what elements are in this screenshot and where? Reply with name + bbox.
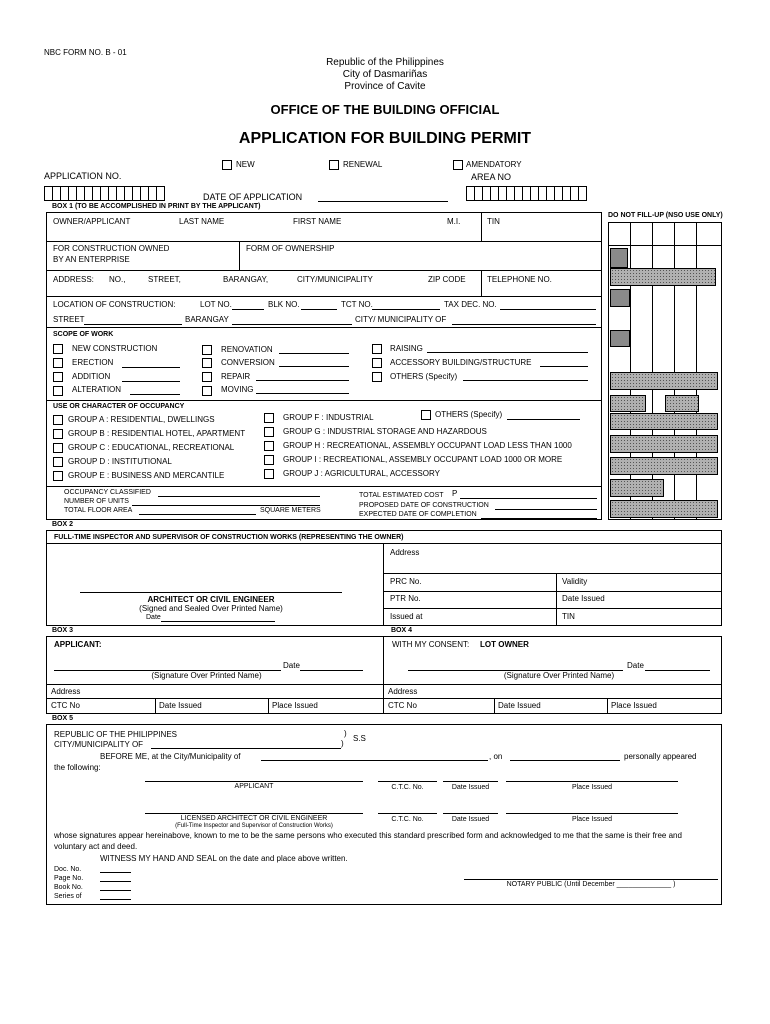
occupancy-others-label: OTHERS (Specify) — [435, 410, 503, 419]
group-f-label: GROUP F : INDUSTRIAL — [283, 413, 374, 422]
place-issued-caption-2: Place Issued — [571, 816, 613, 823]
ctc-no-caption-2: C.T.C. No. — [391, 816, 424, 823]
addition-label: ADDITION — [72, 372, 111, 381]
whose-signatures-line-1: whose signatures appear hereinabove, known to me to be the same persons who executed this standard prescribed form and acknowledged to me that the same is their free and — [54, 831, 682, 840]
city-line: City of Dasmariñas — [342, 69, 428, 80]
amendatory-checkbox[interactable] — [453, 160, 463, 170]
date-issued-line-1[interactable] — [443, 781, 498, 782]
group-h-checkbox[interactable] — [264, 441, 274, 451]
conversion-field[interactable] — [279, 366, 349, 367]
box5-paren: ) — [344, 729, 347, 738]
proposed-date-label: PROPOSED DATE OF CONSTRUCTION — [359, 502, 489, 509]
date-issued-caption-2: Date Issued — [451, 816, 490, 823]
issued-at-label: Issued at — [390, 612, 423, 621]
occupancy-others-checkbox[interactable] — [421, 410, 431, 420]
moving-label: MOVING — [221, 385, 254, 394]
on-date-field[interactable] — [510, 760, 620, 761]
box1-title: BOX 1 (TO BE ACCOMPLISHED IN PRINT BY THE APPLICANT) — [52, 203, 261, 210]
box4-date-label: Date — [627, 661, 644, 670]
box5-city-label: CITY/MUNICIPALITY OF — [54, 740, 144, 749]
alteration-checkbox[interactable] — [53, 386, 63, 396]
ctc-no-line-2[interactable] — [378, 813, 437, 814]
group-j-checkbox[interactable] — [264, 469, 274, 479]
total-floor-area-label: TOTAL FLOOR AREA — [64, 507, 133, 514]
box3-ctc-label: CTC No — [51, 701, 80, 710]
box4-signature-caption: (Signature Over Printed Name) — [503, 671, 615, 680]
nso-patterned-cell — [610, 435, 718, 453]
box4-label: BOX 4 — [391, 627, 413, 634]
applicant-notary-line[interactable] — [145, 781, 363, 782]
nso-patterned-cell — [610, 372, 718, 390]
architect-signature-line[interactable] — [80, 592, 342, 593]
doc-no-label: Doc. No. — [54, 866, 82, 873]
nso-patterned-cell — [665, 395, 699, 412]
mi-label: M.I. — [447, 217, 461, 226]
conversion-label: CONVERSION — [221, 358, 275, 367]
book-no-field[interactable] — [100, 890, 131, 891]
book-no-label: Book No. — [54, 884, 83, 891]
ctc-no-line-1[interactable] — [378, 781, 437, 782]
nso-shaded-cell — [610, 248, 628, 268]
raising-field[interactable] — [427, 352, 588, 353]
nso-shaded-cell — [610, 330, 630, 347]
accessory-field[interactable] — [540, 366, 588, 367]
box2-label: BOX 2 — [52, 521, 74, 528]
scope-others-checkbox[interactable] — [372, 372, 382, 382]
erection-label: ERECTION — [72, 358, 114, 367]
box3-label: BOX 3 — [52, 627, 74, 634]
nso-patterned-cell — [610, 395, 646, 412]
new-label: NEW — [236, 160, 255, 169]
date-issued-caption-1: Date Issued — [451, 784, 490, 791]
signed-sealed-label: (Signed and Sealed Over Printed Name) — [139, 604, 283, 613]
full-time-caption: (Full-Time Inspector and Supervisor of Construction Works) — [175, 823, 333, 829]
republic-of-philippines: REPUBLIC OF THE PHILIPPINES — [54, 730, 177, 739]
expected-date-label: EXPECTED DATE OF COMPLETION — [359, 511, 477, 518]
box3-date-field[interactable] — [300, 670, 363, 671]
notary-applicant-caption: APPLICANT — [234, 783, 274, 790]
total-estimated-cost-field[interactable] — [460, 498, 597, 499]
repair-label: REPAIR — [221, 372, 251, 381]
before-me-field[interactable] — [261, 760, 488, 761]
tax-dec-label: TAX DEC. NO. — [444, 300, 497, 309]
application-no-label: APPLICATION NO. — [44, 171, 122, 181]
box2-date-label: Date — [146, 614, 161, 621]
box2-title: FULL-TIME INSPECTOR AND SUPERVISOR OF CONSTRUCTION WORKS (REPRESENTING THE OWNER) — [54, 534, 404, 541]
renovation-checkbox[interactable] — [202, 345, 212, 355]
application-no-cells[interactable] — [44, 186, 164, 201]
box2-tin-label: TIN — [562, 612, 575, 621]
first-name-label: FIRST NAME — [293, 217, 342, 226]
accessory-checkbox[interactable] — [372, 358, 382, 368]
for-construction-label-1: FOR CONSTRUCTION OWNED — [53, 244, 170, 253]
peso-sign: P — [452, 489, 458, 498]
addition-field[interactable] — [122, 381, 180, 382]
witness-label: WITNESS MY HAND AND SEAL on the date and place above written. — [100, 854, 348, 863]
personally-appeared-label: personally appeared — [624, 752, 697, 761]
tax-dec-field[interactable] — [500, 309, 596, 310]
before-me-label: BEFORE ME, at the City/Municipality of — [100, 752, 241, 761]
ctc-no-caption-1: C.T.C. No. — [391, 784, 424, 791]
form-number: NBC FORM NO. B - 01 — [44, 48, 127, 57]
group-g-label: GROUP G : INDUSTRIAL STORAGE AND HAZARDOUS — [283, 427, 487, 436]
proposed-date-field[interactable] — [495, 509, 597, 510]
date-of-application-label: DATE OF APPLICATION — [203, 192, 303, 202]
lot-no-label: LOT NO. — [200, 300, 232, 309]
province-line: Province of Cavite — [344, 81, 426, 92]
box4-ctc-label: CTC No — [388, 701, 417, 710]
box3-signature-caption: (Signature Over Printed Name) — [151, 671, 262, 680]
group-b-checkbox[interactable] — [53, 429, 63, 439]
box2-date-field[interactable] — [161, 621, 275, 622]
consent-label: WITH MY CONSENT: — [392, 640, 470, 649]
address-no-label: NO., — [109, 275, 126, 284]
series-of-field[interactable] — [100, 899, 131, 900]
box3-date-issued-label: Date Issued — [159, 701, 202, 710]
group-e-label: GROUP E : BUSINESS AND MERCANTILE — [68, 471, 225, 480]
group-f-checkbox[interactable] — [264, 413, 274, 423]
box3-place-issued-label: Place Issued — [272, 701, 318, 710]
area-no-cells[interactable] — [466, 186, 586, 201]
barangay2-label: BARANGAY — [185, 315, 229, 324]
republic-line: Republic of the Philippines — [326, 57, 444, 68]
city-mun-of-field[interactable] — [452, 324, 596, 325]
barangay2-field[interactable] — [232, 324, 352, 325]
group-a-checkbox[interactable] — [53, 415, 63, 425]
square-meters-label: SQUARE METERS — [260, 507, 321, 514]
nso-patterned-cell — [610, 500, 718, 518]
page-no-field[interactable] — [100, 881, 131, 882]
nso-patterned-cell — [610, 413, 718, 430]
conversion-checkbox[interactable] — [202, 358, 212, 368]
address-street-label: STREET, — [148, 275, 181, 284]
doc-no-field[interactable] — [100, 872, 131, 873]
tct-no-field[interactable] — [372, 309, 440, 310]
moving-field[interactable] — [256, 393, 349, 394]
notary-signature-line[interactable] — [464, 879, 718, 880]
box3-date-label: Date — [283, 661, 300, 670]
box4-date-issued-label: Date Issued — [498, 701, 541, 710]
renovation-field[interactable] — [279, 353, 349, 354]
amendatory-label: AMENDATORY — [466, 160, 522, 169]
lot-no-field[interactable] — [232, 309, 264, 310]
new-construction-label: NEW CONSTRUCTION — [72, 344, 158, 353]
architect-label: ARCHITECT OR CIVIL ENGINEER — [147, 595, 275, 604]
place-issued-line-1[interactable] — [506, 781, 678, 782]
group-c-label: GROUP C : EDUCATIONAL, RECREATIONAL — [68, 443, 235, 452]
scope-others-label: OTHERS (Specify) — [390, 372, 458, 381]
nso-shaded-cell — [610, 289, 630, 307]
applicant-label: APPLICANT: — [54, 640, 102, 649]
prc-no-label: PRC No. — [390, 577, 422, 586]
engineer-notary-line[interactable] — [145, 813, 363, 814]
date-of-application-line[interactable] — [318, 201, 448, 202]
number-of-units-field[interactable] — [132, 505, 320, 506]
on-label: , on — [489, 752, 503, 761]
total-floor-area-field[interactable] — [139, 514, 256, 515]
box5-city-field[interactable] — [151, 748, 341, 749]
form-of-ownership-label: FORM OF OWNERSHIP — [246, 244, 335, 253]
page-title: APPLICATION FOR BUILDING PERMIT — [238, 130, 532, 147]
accessory-label: ACCESSORY BUILDING/STRUCTURE — [390, 358, 532, 367]
erection-checkbox[interactable] — [53, 358, 63, 368]
scope-title: SCOPE OF WORK — [53, 331, 114, 338]
box2-address-label: Address — [390, 548, 420, 557]
blk-no-label: BLK NO. — [268, 300, 300, 309]
series-of-label: Series of — [54, 893, 82, 900]
group-a-label: GROUP A : RESIDENTIAL, DWELLINGS — [68, 415, 215, 424]
street2-field[interactable] — [84, 324, 182, 325]
group-i-label: GROUP I : RECREATIONAL, ASSEMBLY OCCUPANT LOAD 1000 OR MORE — [283, 455, 563, 464]
new-construction-checkbox[interactable] — [53, 344, 63, 354]
occupancy-title: USE OR CHARACTER OF OCCUPANCY — [53, 403, 185, 410]
whose-signatures-line-2: voluntary act and deed. — [54, 842, 138, 851]
group-h-label: GROUP H : RECREATIONAL, ASSEMBLY OCCUPANT LOAD LESS THAN 1000 — [283, 441, 572, 450]
location-label: LOCATION OF CONSTRUCTION: — [53, 300, 176, 309]
group-j-label: GROUP J : AGRICULTURAL, ACCESSORY — [283, 469, 440, 478]
group-c-checkbox[interactable] — [53, 443, 63, 453]
place-issued-line-2[interactable] — [506, 813, 678, 814]
blk-no-field[interactable] — [301, 309, 337, 310]
validity-label: Validity — [562, 577, 588, 586]
place-issued-caption-1: Place Issued — [571, 784, 613, 791]
group-e-checkbox[interactable] — [53, 471, 63, 481]
ptr-no-label: PTR No. — [390, 594, 421, 603]
ss-label: S.S — [353, 734, 366, 743]
group-i-checkbox[interactable] — [264, 455, 274, 465]
alteration-field[interactable] — [130, 394, 180, 395]
addition-checkbox[interactable] — [53, 372, 63, 382]
total-estimated-cost-label: TOTAL ESTIMATED COST — [359, 492, 444, 499]
new-checkbox[interactable] — [222, 160, 232, 170]
area-no-label: AREA NO — [471, 172, 512, 182]
street2-label: STREET — [53, 315, 85, 324]
page-no-label: Page No. — [54, 875, 84, 882]
group-g-checkbox[interactable] — [264, 427, 274, 437]
licensed-architect-caption: LICENSED ARCHITECT OR CIVIL ENGINEER — [180, 815, 328, 822]
group-b-label: GROUP B : RESIDENTIAL HOTEL, APARTMENT — [68, 429, 246, 438]
moving-checkbox[interactable] — [202, 386, 212, 396]
for-construction-label-2: BY AN ENTERPRISE — [53, 255, 130, 264]
box4-date-field[interactable] — [645, 670, 710, 671]
last-name-label: LAST NAME — [179, 217, 225, 226]
tin-label: TIN — [487, 217, 500, 226]
the-following-label: the following: — [54, 763, 101, 772]
city-mun-of-label: CITY/ MUNICIPALITY OF — [355, 315, 447, 324]
raising-label: RAISING — [390, 344, 423, 353]
scope-others-field[interactable] — [463, 380, 588, 381]
box4-address-label: Address — [388, 687, 418, 696]
box2-date-issued-label: Date Issued — [562, 594, 605, 603]
address-barangay-label: BARANGAY, — [223, 275, 269, 284]
box5-label: BOX 5 — [52, 715, 74, 722]
nso-only-label: DO NOT FILL-UP (NSO USE ONLY) — [608, 212, 723, 219]
box3-address-label: Address — [51, 687, 81, 696]
group-d-label: GROUP D : INSTITUTIONAL — [68, 457, 172, 466]
expected-date-field[interactable] — [481, 518, 597, 519]
erection-field[interactable] — [122, 367, 180, 368]
renewal-checkbox[interactable] — [329, 160, 339, 170]
occupancy-others-field[interactable] — [507, 419, 580, 420]
owner-applicant-label: OWNER/APPLICANT — [53, 217, 131, 226]
tct-no-label: TCT NO. — [341, 300, 373, 309]
group-d-checkbox[interactable] — [53, 457, 63, 467]
occupancy-classified-label: OCCUPANCY CLASSIFIED — [64, 489, 151, 496]
box4-place-issued-label: Place Issued — [611, 701, 657, 710]
address-city-label: CITY/MUNICIPALITY — [297, 275, 373, 284]
address-label: ADDRESS: — [53, 275, 94, 284]
renovation-label: RENOVATION — [221, 345, 273, 354]
office-title: OFFICE OF THE BUILDING OFFICIAL — [270, 102, 500, 117]
nso-patterned-cell — [610, 268, 716, 286]
notary-public-caption: NOTARY PUBLIC (Until December ______________ ) — [506, 881, 676, 888]
nso-patterned-cell — [610, 479, 664, 497]
lot-owner-label: LOT OWNER — [480, 640, 529, 649]
repair-field[interactable] — [256, 380, 349, 381]
raising-checkbox[interactable] — [372, 344, 382, 354]
zip-code-label: ZIP CODE — [428, 275, 466, 284]
repair-checkbox[interactable] — [202, 372, 212, 382]
occupancy-classified-field[interactable] — [158, 496, 320, 497]
alteration-label: ALTERATION — [72, 385, 122, 394]
nso-patterned-cell — [610, 457, 718, 475]
renewal-label: RENEWAL — [343, 160, 383, 169]
telephone-label: TELEPHONE NO. — [487, 275, 552, 284]
date-issued-line-2[interactable] — [443, 813, 498, 814]
number-of-units-label: NUMBER OF UNITS — [64, 498, 129, 505]
